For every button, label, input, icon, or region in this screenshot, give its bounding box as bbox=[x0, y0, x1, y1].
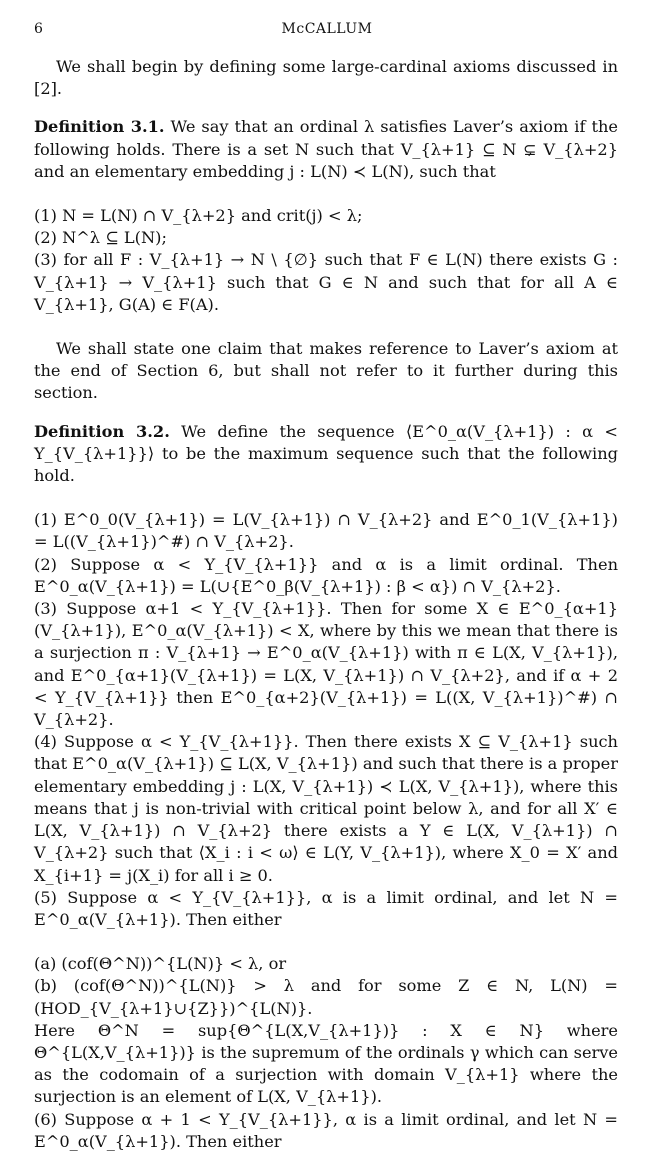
definition-3-1-text: We say that an ordinal λ satisfies Laver’s axiom if the following holds. There is a set N such that V_{λ+1} ⊆ N ⊊ V_{λ+2} and an elementary embedding j : L(N) ≺ L(N), such that bbox=[34, 117, 618, 181]
theta-definition: Here Θ^N = sup{Θ^{L(X,V_{λ+1})} : X ∈ N} where Θ^{L(X,V_{λ+1})} is the supremum of the ordinals γ which can serve as the codomain of a surjection with domain V_{λ+1} where the surjection is an element of L(X, V_{λ+1}). bbox=[34, 1020, 618, 1107]
definition-3-2-label: Definition 3.2. bbox=[34, 421, 170, 441]
def32-item-4: (4) Suppose α < Υ_{V_{λ+1}}. Then there exists X ⊆ V_{λ+1} such that E^0_α(V_{λ+1}) ⊆ L(X, V_{λ+1}) and such that there is a proper elementary embedding j : L(X, V_{λ+1}) ≺ L(X, V_{λ+1}), where this means that j is non-trivial with critical point below λ, and for all X′ ∈ L(X, V_{λ+1}) ∩ V_{λ+2} there exists a Y ∈ L(X, V_{λ+1}) ∩ V_{λ+2} such that ⟨X_i : i < ω⟩ ∈ L(Y, V_{λ+1}), where X_0 = X′ and X_{i+1} = j(X_i) for all i ≥ 0. bbox=[34, 732, 618, 885]
running-head: McCALLUM bbox=[281, 21, 373, 37]
definition-3-2-text: We define the sequence ⟨E^0_α(V_{λ+1}) : α < Υ_{V_{λ+1}}⟩ to be the maximum sequence such that the following hold. bbox=[34, 421, 618, 486]
definition-3-1 bbox=[34, 116, 618, 183]
page-number: 6 bbox=[34, 21, 43, 37]
def32-item-6: (6) Suppose α + 1 < Υ_{V_{λ+1}}, α is a limit ordinal, and let N = E^0_α(V_{λ+1}). Then either bbox=[34, 1109, 618, 1151]
claim-paragraph: We shall state one claim that makes reference to Laver’s axiom at the end of Section 6, but shall not refer to it further during this section. bbox=[34, 339, 618, 403]
def31-item-1: (1) N = L(N) ∩ V_{λ+2} and crit(j) < λ; bbox=[34, 206, 363, 226]
page-header bbox=[34, 18, 620, 40]
def32-item-3: (3) Suppose α+1 < Υ_{V_{λ+1}}. Then for some X ∈ E^0_{α+1}(V_{λ+1}), E^0_α(V_{λ+1}) < X, where by this we mean that there is a surjection π : V_{λ+1} → E^0_α(V_{λ+1}) with π ∈ L(X, V_{λ+1}), and E^0_{α+1}(V_{λ+1}) = L(X, V_{λ+1}) ∩ V_{λ+2}, and if α + 2 < Υ_{V_{λ+1}} then E^0_{α+2}(V_{λ+1}) = L((X, V_{λ+1})^#) ∩ V_{λ+2}. bbox=[34, 599, 618, 730]
def32-item-1: (1) E^0_0(V_{λ+1}) = L(V_{λ+1}) ∩ V_{λ+2} and E^0_1(V_{λ+1}) = L((V_{λ+1})^#) ∩ V_{λ+2}. bbox=[34, 510, 618, 552]
page-body bbox=[34, 56, 618, 1153]
def32-item-2: (2) Suppose α < Υ_{V_{λ+1}} and α is a limit ordinal. Then E^0_α(V_{λ+1}) = L(∪{E^0_β(V_{λ+1}) : β < α}) ∩ V_{λ+2}. bbox=[34, 554, 618, 596]
def32-subitem-a: (a) (cof(Θ^N))^{L(N)} < λ, or bbox=[34, 954, 287, 974]
definition-3-1-label: Definition 3.1. bbox=[34, 117, 165, 137]
intro-paragraph: We shall begin by defining some large-cardinal axioms discussed in [2]. bbox=[34, 57, 618, 99]
def32-subitem-b: (b) (cof(Θ^N))^{L(N)} > λ and for some Z ∈ N, L(N) = (HOD_{V_{λ+1}∪{Z}})^{L(N)}. bbox=[34, 976, 618, 1018]
definition-3-2 bbox=[34, 421, 618, 488]
def31-item-3: (3) for all F : V_{λ+1} → N \ {∅} such that F ∈ L(N) there exists G : V_{λ+1} → V_{λ+1} such that G ∈ N and such that for all A ∈ V_{λ+1}, G(A) ∈ F(A). bbox=[34, 250, 618, 314]
def31-item-2: (2) N^λ ⊆ L(N); bbox=[34, 228, 167, 248]
def32-item-5: (5) Suppose α < Υ_{V_{λ+1}}, α is a limit ordinal, and let N = E^0_α(V_{λ+1}). Then either bbox=[34, 887, 618, 929]
